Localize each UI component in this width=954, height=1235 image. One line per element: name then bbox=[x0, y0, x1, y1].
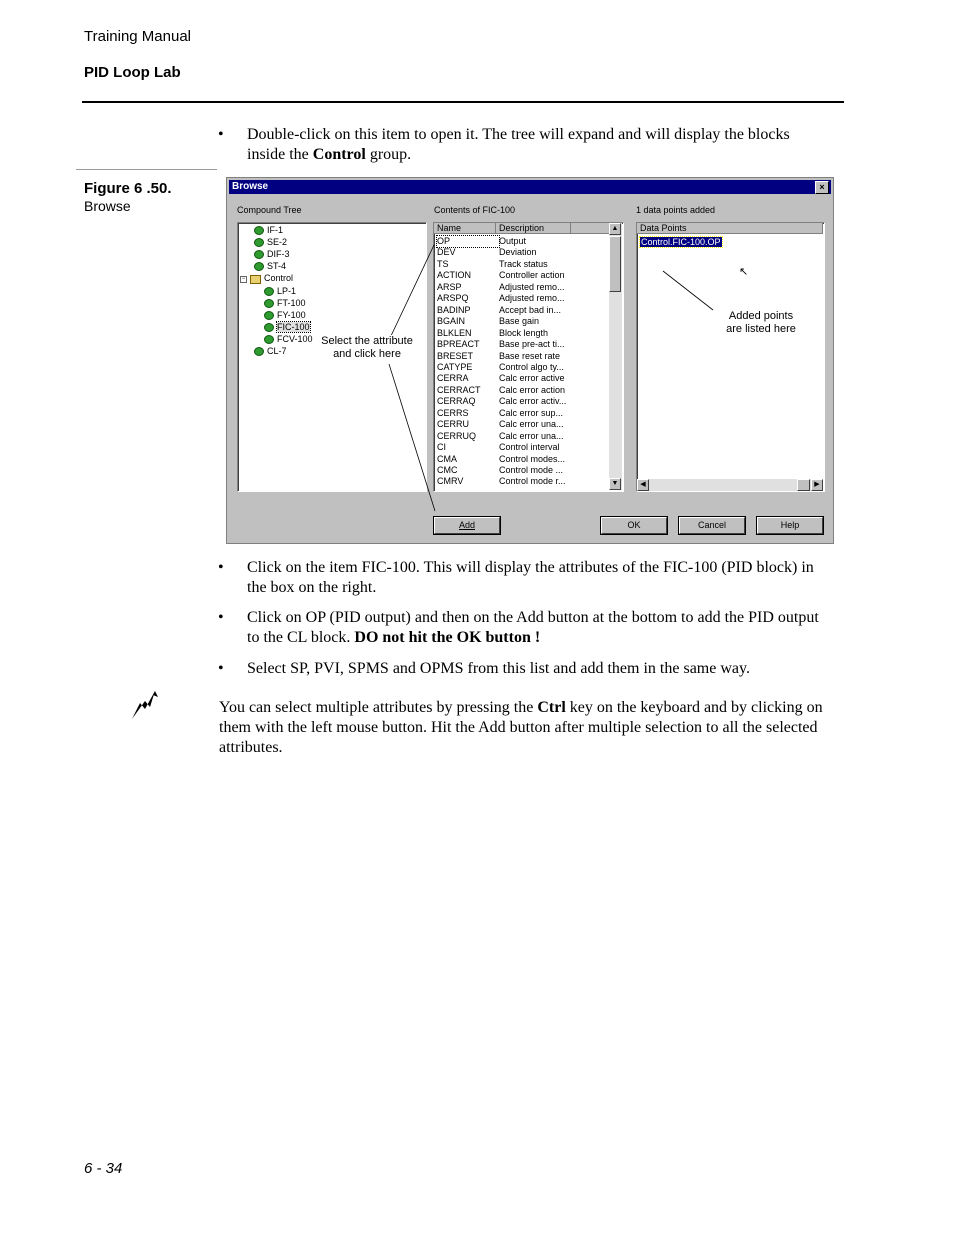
tree-item-label: DIF-3 bbox=[267, 249, 290, 260]
tree-item-label: FT-100 bbox=[277, 297, 306, 308]
attribute-name: CERRAQ bbox=[437, 396, 476, 407]
attribute-description: Calc error activ... bbox=[499, 396, 567, 407]
column-header-description[interactable]: Description bbox=[496, 223, 571, 234]
tree-item-label: FCV-100 bbox=[277, 333, 313, 344]
dialog-title: Browse bbox=[232, 181, 269, 192]
attribute-description: Calc error una... bbox=[499, 419, 564, 430]
mouse-cursor-icon: ↖ bbox=[739, 266, 749, 278]
attribute-description: Calc error action bbox=[499, 384, 566, 395]
ok-button[interactable]: OK bbox=[601, 517, 667, 534]
browse-dialog bbox=[226, 177, 834, 544]
attribute-name: CATYPE bbox=[437, 361, 473, 372]
column-header-data-points[interactable]: Data Points bbox=[637, 223, 823, 234]
select-attribute-annotation: Select the attribute and click here bbox=[315, 335, 419, 361]
attribute-name: CMC bbox=[437, 465, 458, 475]
attribute-description: Calc error active bbox=[499, 373, 565, 384]
callout-line-to-add bbox=[389, 364, 435, 511]
note-text-bold: Ctrl bbox=[537, 699, 566, 716]
tree-item-label: CL-7 bbox=[267, 346, 287, 356]
header-rule bbox=[82, 101, 844, 103]
attribute-name: BLKLEN bbox=[437, 327, 472, 338]
bullet-dot: • bbox=[218, 126, 224, 143]
collapse-icon[interactable]: − bbox=[241, 275, 246, 282]
compound-tree-label: Compound Tree bbox=[237, 205, 302, 215]
callout-line-to-op bbox=[390, 245, 434, 338]
attribute-description: Track status bbox=[499, 258, 548, 269]
contents-label: Contents of FIC-100 bbox=[434, 205, 516, 215]
scroll-left-arrow-icon[interactable]: ◀ bbox=[637, 479, 649, 491]
bullet-text: Click on OP (PID output) and then on the Add button at the bottom to add the PID output to the CL block. bbox=[247, 609, 819, 646]
data-point-row[interactable]: Control.FIC-100.OP bbox=[641, 237, 721, 247]
note-text bbox=[219, 698, 829, 758]
tree-item-label: LP-1 bbox=[277, 285, 297, 296]
bullet-text: Click on the item FIC-100. This will display the attributes of the FIC-100 (PID block) in the box on the right. bbox=[247, 559, 814, 596]
header-title: Training Manual bbox=[84, 28, 191, 45]
figure-caption: Browse bbox=[84, 198, 131, 214]
callout-line-to-data-point bbox=[663, 271, 713, 310]
intro-text-bold: Control bbox=[312, 146, 366, 163]
tree-item-label: IF-1 bbox=[267, 225, 284, 235]
attribute-description: Control algo ty... bbox=[499, 361, 564, 372]
scroll-down-arrow-icon[interactable]: ▼ bbox=[609, 478, 621, 490]
figure-rule bbox=[76, 169, 217, 170]
attribute-name: CERRA bbox=[437, 373, 469, 384]
attribute-name: CMA bbox=[437, 453, 457, 464]
attribute-description: Base pre-act ti... bbox=[499, 339, 565, 350]
column-header-name[interactable]: Name bbox=[434, 223, 496, 234]
close-button[interactable]: × bbox=[815, 181, 829, 194]
attribute-description: Calc error una... bbox=[499, 430, 564, 441]
attribute-description: Control mode ... bbox=[499, 465, 564, 475]
bullet-item bbox=[218, 558, 828, 598]
attribute-name: CERRS bbox=[437, 407, 469, 418]
scroll-right-arrow-icon[interactable]: ▶ bbox=[811, 479, 823, 491]
note-text-2: key on the keyboard and by clicking on them with the left mouse button. Hit the Add button after multiple selection to all the selected attributes. bbox=[219, 699, 823, 756]
tree-item-label: ST-4 bbox=[267, 261, 287, 272]
attribute-name: ACTION bbox=[437, 270, 472, 281]
figure-label: Figure 6 .50. bbox=[84, 180, 172, 197]
attribute-name: CI bbox=[437, 442, 446, 453]
attribute-description: Controller action bbox=[499, 270, 565, 281]
attribute-name: BPREACT bbox=[437, 339, 480, 350]
tree-item-label: Control bbox=[264, 273, 294, 284]
attribute-name: CERRU bbox=[437, 419, 470, 430]
header-subtitle: PID Loop Lab bbox=[84, 64, 181, 81]
scroll-up-arrow-icon[interactable]: ▲ bbox=[609, 223, 621, 235]
attribute-name: TS bbox=[437, 258, 449, 269]
added-points-annotation: Added points are listed here bbox=[726, 310, 796, 335]
bullet-text-bold: DO not hit the OK button ! bbox=[354, 629, 541, 646]
lightning-note-icon bbox=[128, 689, 162, 721]
note-text-1: You can select multiple attributes by pressing the bbox=[219, 699, 538, 716]
intro-text-1: Double-click on this item to open it. The tree will expand and will display the blocks inside the bbox=[247, 126, 790, 163]
attribute-name: CERRUQ bbox=[437, 430, 477, 441]
attribute-name: OP bbox=[437, 236, 499, 247]
bullet-item bbox=[218, 659, 828, 679]
attribute-description: Control modes... bbox=[499, 453, 566, 464]
bullet-dot: • bbox=[218, 559, 224, 576]
attribute-description: Adjusted remo... bbox=[499, 281, 565, 292]
attribute-description: Accept bad in... bbox=[499, 304, 562, 315]
attribute-description: Control mode r... bbox=[499, 476, 566, 487]
intro-bullet bbox=[218, 125, 828, 165]
attribute-name: CMRV bbox=[437, 476, 464, 487]
attribute-name: BGAIN bbox=[437, 316, 466, 327]
attribute-description: Adjusted remo... bbox=[499, 293, 565, 304]
attribute-description: Control interval bbox=[499, 442, 560, 453]
attribute-description: Block length bbox=[499, 327, 549, 338]
bullet-text: Select SP, PVI, SPMS and OPMS from this list and add them in the same way. bbox=[247, 660, 750, 677]
attribute-name: ARSP bbox=[437, 281, 462, 292]
attribute-name: CERRACT bbox=[437, 384, 481, 395]
added-count-label: 1 data points added bbox=[636, 205, 716, 215]
attribute-name: DEV bbox=[437, 247, 456, 258]
intro-text-2: group. bbox=[365, 146, 412, 163]
tree-item-label: FY-100 bbox=[277, 309, 306, 320]
tree-item-label: FIC-100 bbox=[277, 321, 310, 332]
attribute-description: Base reset rate bbox=[499, 350, 561, 361]
attribute-description: Deviation bbox=[499, 247, 537, 258]
bullet-dot: • bbox=[218, 609, 224, 626]
attribute-name: BRESET bbox=[437, 350, 474, 361]
page-number: 6 - 34 bbox=[84, 1160, 123, 1177]
callout-lines bbox=[227, 178, 835, 545]
add-button[interactable]: Add bbox=[434, 517, 500, 534]
attribute-name: BADINP bbox=[437, 304, 471, 315]
bullet-dot: • bbox=[218, 660, 224, 677]
tree-item-label: SE-2 bbox=[267, 237, 288, 248]
help-button[interactable]: Help bbox=[757, 517, 823, 534]
attribute-description: Base gain bbox=[499, 316, 540, 327]
attribute-name: ARSPQ bbox=[437, 293, 469, 304]
attribute-description: Calc error sup... bbox=[499, 407, 564, 418]
attribute-description: Output bbox=[499, 236, 527, 246]
bullet-item bbox=[218, 608, 828, 648]
cancel-button[interactable]: Cancel bbox=[679, 517, 745, 534]
